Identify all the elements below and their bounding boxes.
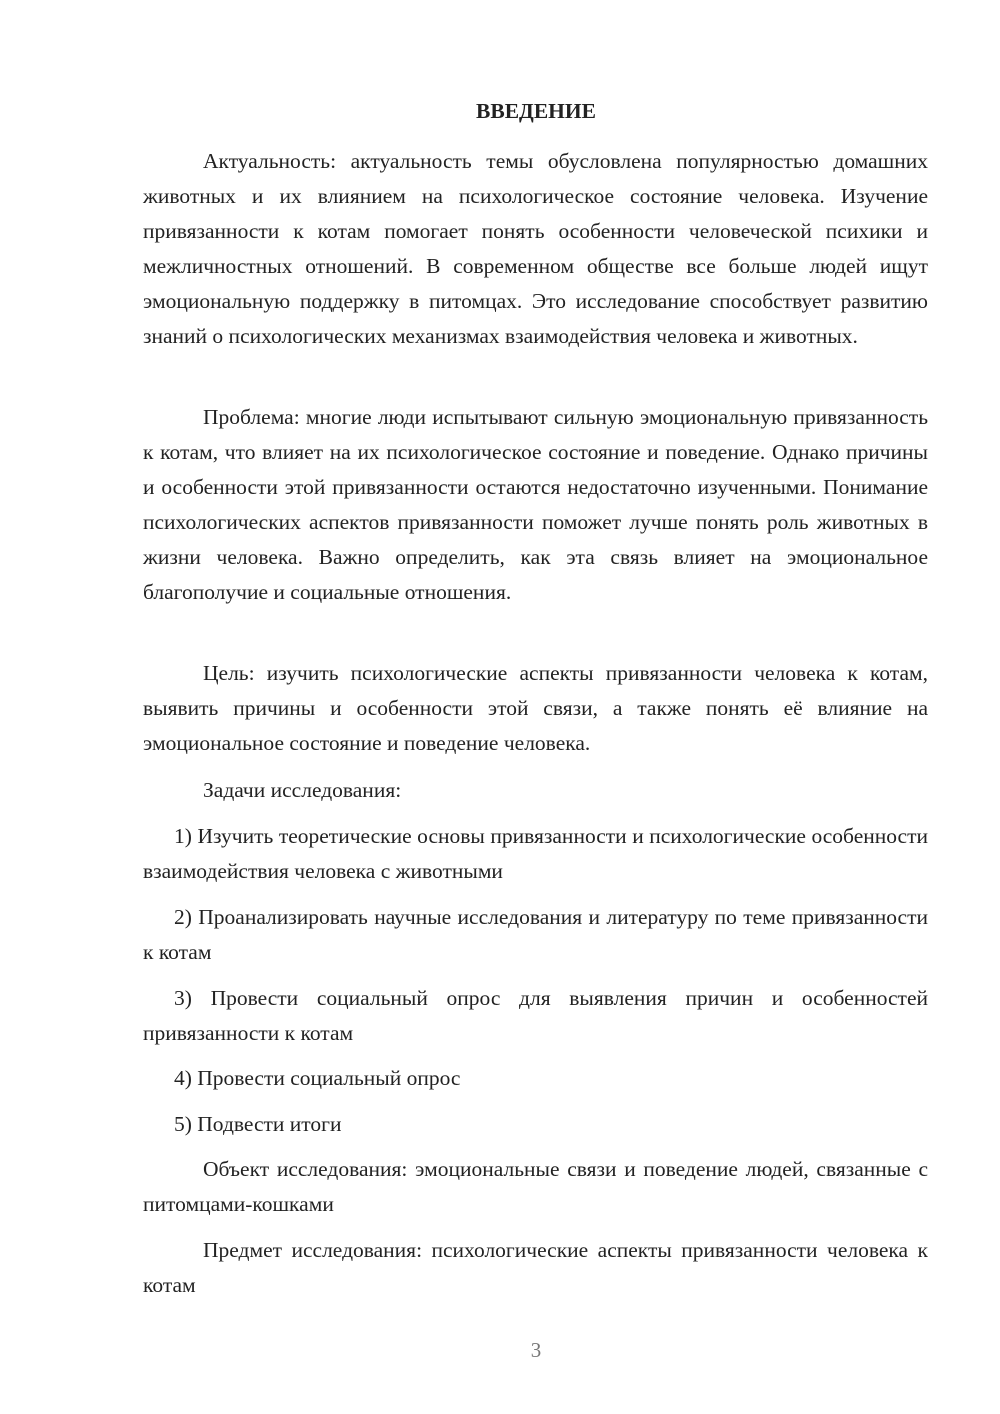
paragraph-goal: Цель: изучить психологические аспекты привязанности человека к котам, выявить причины и особенности этой связи, а также понять её влияние на эмоциональное состояние и поведение человека. <box>143 661 928 755</box>
task-list-item: 2) Проанализировать научные исследования и литературу по теме привязанности к котам <box>143 905 928 964</box>
paragraph-object: Объект исследования: эмоциональные связи и поведение людей, связанные с питомцами-кошками <box>143 1157 928 1216</box>
task-list-item: 4) Провести социальный опрос <box>174 1066 461 1090</box>
task-list-item: 3) Провести социальный опрос для выявления причин и особенностей привязанности к котам <box>143 986 928 1045</box>
tasks-heading: Задачи исследования: <box>203 778 402 802</box>
page-number: 3 <box>530 1338 542 1362</box>
paragraph-subject: Предмет исследования: психологические аспекты привязанности человека к котам <box>143 1238 928 1297</box>
paragraph-relevance: Актуальность: актуальность темы обусловлена популярностью домашних животных и их влиянием на психологическое состояние человека. Изучение привязанности к котам помогает понять особенности человеческой психики и межличностных отношений. В современном обществе все больше людей ищут эмоциональную поддержку в питомцах. Это исследование способствует развитию знаний о психологических механизмах взаимодействия человека и животных. <box>143 149 928 348</box>
task-list-item: 1) Изучить теоретические основы привязанности и психологические особенности взаимодействия человека с животными <box>143 824 928 883</box>
task-list-item: 5) Подвести итоги <box>174 1112 342 1136</box>
page-title: ВВЕДЕНИЕ <box>476 99 596 123</box>
paragraph-problem: Проблема: многие люди испытывают сильную эмоциональную привязанность к котам, что влияет на их психологическое состояние и поведение. Однако причины и особенности этой привязанности остаются недостаточно изученными. Понимание психологических аспектов привязанности поможет лучше понять роль животных в жизни человека. Важно определить, как эта связь влияет на эмоциональное благополучие и социальные отношения. <box>143 405 928 604</box>
